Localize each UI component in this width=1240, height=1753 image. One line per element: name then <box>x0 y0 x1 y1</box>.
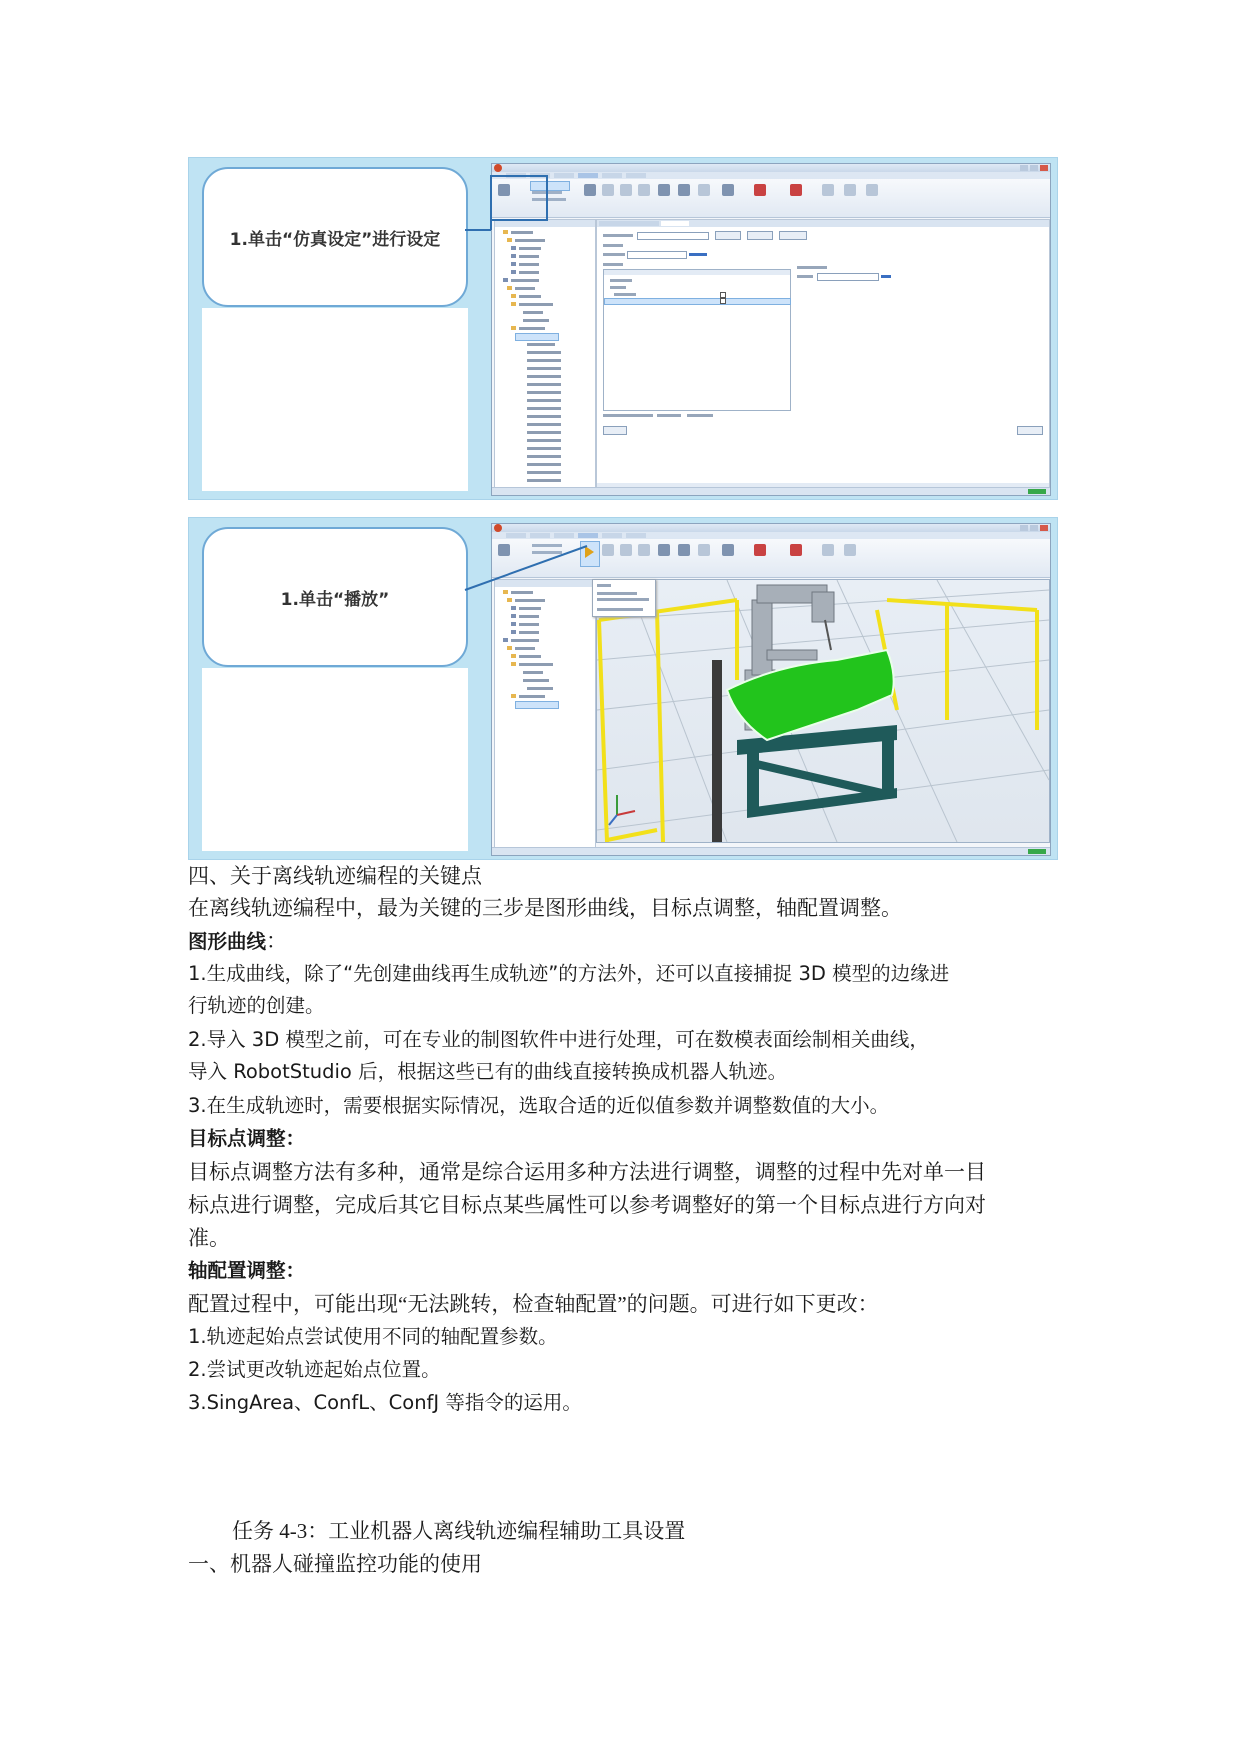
folder-icon <box>511 326 516 330</box>
view-record-icon[interactable] <box>866 184 878 196</box>
folder-icon <box>511 302 516 306</box>
tree-item[interactable] <box>527 423 561 426</box>
minimize-icon[interactable] <box>1020 525 1028 531</box>
callout-play <box>202 527 468 667</box>
window-titlebar <box>492 164 1050 172</box>
subheading-axis: 轴配置调整： <box>188 1259 306 1282</box>
robot-icon <box>511 614 516 618</box>
reset-icon[interactable] <box>638 184 650 196</box>
io-icon[interactable] <box>722 184 734 196</box>
status-bar <box>492 487 1050 495</box>
close-icon[interactable] <box>1040 525 1048 531</box>
play-tooltip <box>592 579 656 617</box>
collision-icon[interactable] <box>498 544 510 556</box>
tree-item[interactable] <box>515 647 535 650</box>
tree-item[interactable] <box>527 367 561 370</box>
folder-icon <box>511 294 516 298</box>
table-row[interactable] <box>614 293 636 296</box>
tree-item[interactable] <box>519 631 539 634</box>
tree-item[interactable] <box>527 359 561 362</box>
timer-icon[interactable] <box>678 184 690 196</box>
tree-item[interactable] <box>519 271 539 274</box>
panel-header <box>495 220 595 227</box>
controller-icon <box>503 638 508 642</box>
tree-item[interactable] <box>527 431 561 434</box>
ribbon-tab[interactable] <box>602 173 622 178</box>
collision-icon[interactable] <box>498 184 510 196</box>
list-item: 1.生成曲线，除了“先创建曲线再生成轨迹”的方法外，还可以直接捕捉 3D 模型的边缘进 <box>188 962 950 985</box>
document-tab-active[interactable] <box>661 221 689 226</box>
ribbon-tab[interactable] <box>554 173 574 178</box>
record-graphics-icon[interactable] <box>790 184 802 196</box>
tree-item[interactable] <box>523 319 549 322</box>
stop-record-icon[interactable] <box>822 184 834 196</box>
refresh-button[interactable] <box>603 426 627 435</box>
signal-analyzer-icon[interactable] <box>698 544 710 556</box>
ribbon-item[interactable] <box>532 198 566 201</box>
subheading-target: 目标点调整： <box>188 1127 306 1150</box>
field-label <box>797 266 827 269</box>
status-bar <box>492 847 1050 855</box>
stop-record-icon[interactable] <box>822 544 834 556</box>
tree-item[interactable] <box>519 615 539 618</box>
list-item: 3.SingArea、ConfL、ConfJ 等指令的运用。 <box>188 1391 582 1414</box>
tree-item[interactable] <box>523 671 543 674</box>
close-icon[interactable] <box>1040 165 1048 171</box>
paragraph: 在离线轨迹编程中，最为关键的三步是图形曲线，目标点调整，轴配置调整。 <box>188 896 902 920</box>
maximize-icon[interactable] <box>1030 525 1038 531</box>
rename-button[interactable] <box>779 231 807 240</box>
ribbon-tab[interactable] <box>626 533 646 538</box>
field-label <box>603 263 623 266</box>
ribbon-tab[interactable] <box>626 173 646 178</box>
edit-link[interactable] <box>881 275 891 278</box>
ribbon-tab[interactable] <box>530 533 550 538</box>
play-icon[interactable] <box>584 184 596 196</box>
list-item-continued: 行轨迹的创建。 <box>188 994 325 1017</box>
tree-item[interactable] <box>519 263 539 266</box>
ribbon-item[interactable] <box>532 544 562 547</box>
figure-simulation-setup <box>188 157 1058 500</box>
document-tab[interactable] <box>599 221 659 226</box>
tree-item[interactable] <box>527 479 561 482</box>
record-graphics-icon[interactable] <box>790 544 802 556</box>
tree-item[interactable] <box>527 471 561 474</box>
folder-icon <box>507 598 512 602</box>
task-title: 任务 4-3：工业机器人离线轨迹编程辅助工具设置 <box>232 1519 686 1543</box>
simulation-setup-document <box>596 219 1050 491</box>
field-label <box>603 244 623 247</box>
entry-point-dropdown[interactable] <box>817 273 879 281</box>
tree-item[interactable] <box>527 399 561 402</box>
folder-icon <box>507 238 512 242</box>
3d-viewport[interactable] <box>596 579 1050 843</box>
stop-icon[interactable] <box>620 544 632 556</box>
tooltip-help <box>597 608 643 611</box>
tree-item[interactable] <box>527 455 561 458</box>
close-button[interactable] <box>1017 426 1043 435</box>
monitor-icon[interactable] <box>658 184 670 196</box>
active-scene-dropdown[interactable] <box>637 232 709 240</box>
view-record-icon[interactable] <box>844 544 856 556</box>
timer-icon[interactable] <box>678 544 690 556</box>
tree-item[interactable] <box>511 639 539 642</box>
tooltip-title <box>597 584 611 587</box>
tree-item[interactable] <box>527 463 561 466</box>
list-item: 1.轨迹起始点尝试使用不同的轴配置参数。 <box>188 1325 558 1348</box>
simulation-setup-button[interactable] <box>530 181 570 191</box>
tree-item[interactable] <box>527 375 561 378</box>
callout-simulation-setup <box>202 167 468 307</box>
panel-header <box>495 580 595 587</box>
section-heading: 一、机器人碰撞监控功能的使用 <box>188 1552 482 1576</box>
stop-icon[interactable] <box>620 184 632 196</box>
controller-icon <box>503 278 508 282</box>
delete-button[interactable] <box>747 231 773 240</box>
io-icon[interactable] <box>722 544 734 556</box>
ribbon-tab[interactable] <box>506 533 526 538</box>
tree-item[interactable] <box>511 231 533 234</box>
ribbon-item[interactable] <box>532 191 562 194</box>
section-heading: 四、关于离线轨迹编程的关键点 <box>188 864 482 888</box>
table-header <box>604 270 790 275</box>
callout-blank-area <box>202 668 468 851</box>
list-item: 3.在生成轨迹时，需要根据实际情况，选取合适的近似值参数并调整数值的大小。 <box>188 1094 890 1117</box>
pause-icon[interactable] <box>602 544 614 556</box>
tree-item[interactable] <box>527 383 561 386</box>
tree-item[interactable] <box>527 343 555 346</box>
ribbon-item[interactable] <box>532 551 562 554</box>
ribbon-tabs <box>492 172 1050 179</box>
app-menu-icon[interactable] <box>494 164 502 172</box>
tree-item[interactable] <box>523 679 549 682</box>
folder-icon <box>511 654 516 658</box>
list-item: 2.导入 3D 模型之前，可在专业的制图软件中进行处理，可在数模表面绘制相关曲线， <box>188 1028 929 1051</box>
view-record-icon[interactable] <box>844 184 856 196</box>
robotstudio-window <box>491 523 1051 856</box>
tree-item[interactable] <box>511 279 539 282</box>
tree-item[interactable] <box>527 407 561 410</box>
figure-play-simulation <box>188 517 1058 860</box>
paragraph: 准。 <box>188 1226 230 1250</box>
tree-item[interactable] <box>527 415 561 418</box>
tree-item-selected-path[interactable] <box>515 701 559 709</box>
tree-item[interactable] <box>519 695 545 698</box>
ribbon-toolbar <box>492 539 1050 578</box>
record-icon[interactable] <box>754 544 766 556</box>
signal-analyzer-icon[interactable] <box>698 184 710 196</box>
reset-icon[interactable] <box>638 544 650 556</box>
tree-item[interactable] <box>519 255 539 258</box>
tree-item[interactable] <box>527 439 561 442</box>
field-label <box>603 253 625 256</box>
folder-icon <box>507 646 512 650</box>
radio-option[interactable] <box>657 414 681 417</box>
initial-state-dropdown[interactable] <box>627 251 687 259</box>
maximize-icon[interactable] <box>1030 165 1038 171</box>
robot-icon <box>511 254 516 258</box>
folder-icon <box>511 662 516 666</box>
manage-state-link[interactable] <box>689 253 707 256</box>
robot-cell-scene <box>597 580 1049 842</box>
robotstudio-window <box>491 163 1051 496</box>
tree-item[interactable] <box>527 447 561 450</box>
tree-item[interactable] <box>515 287 535 290</box>
ribbon-tab[interactable] <box>554 533 574 538</box>
tree-item[interactable] <box>527 351 561 354</box>
callout-text: 1.单击“仿真设定”进行设定 <box>229 229 441 250</box>
tree-item[interactable] <box>527 391 561 394</box>
callout-blank-area <box>202 308 468 491</box>
ribbon-tab-simulation[interactable] <box>578 533 598 538</box>
folder-icon <box>503 590 508 594</box>
ribbon-tab-simulation[interactable] <box>578 173 598 178</box>
ribbon-tab[interactable] <box>506 173 526 178</box>
robot-icon <box>511 622 516 626</box>
tree-item[interactable] <box>519 303 553 306</box>
document-tabs <box>597 220 1049 227</box>
radio-option[interactable] <box>687 414 713 417</box>
tree-item[interactable] <box>519 663 553 666</box>
robot-icon <box>511 630 516 634</box>
layout-tree-panel <box>494 219 596 491</box>
robot-icon <box>511 606 516 610</box>
subheading-curve <box>188 925 287 958</box>
add-button[interactable] <box>715 231 741 240</box>
list-item-continued: 导入 RobotStudio 后，根据这些已有的曲线直接转换成机器人轨迹。 <box>188 1060 788 1083</box>
checkbox[interactable] <box>720 298 726 304</box>
tree-item[interactable] <box>527 687 553 690</box>
paragraph: 目标点调整方法有多种，通常是综合运用多种方法进行调整，调整的过程中先对单一目 <box>188 1160 986 1184</box>
pause-icon[interactable] <box>602 184 614 196</box>
table-row-selected[interactable] <box>604 298 791 305</box>
table-row[interactable] <box>610 286 626 289</box>
tree-item[interactable] <box>519 655 541 658</box>
field-label <box>797 275 813 278</box>
ribbon-toolbar <box>492 179 1050 218</box>
tree-item[interactable] <box>519 607 541 610</box>
callout-text: 1.单击“播放” <box>280 589 390 610</box>
play-icon[interactable] <box>585 546 594 558</box>
tree-item-selected-path[interactable] <box>515 333 559 341</box>
folder-icon <box>507 286 512 290</box>
table-row[interactable] <box>610 279 632 282</box>
tree-item[interactable] <box>523 311 543 314</box>
tree-item[interactable] <box>519 327 545 330</box>
record-icon[interactable] <box>754 184 766 196</box>
field-label <box>603 414 653 417</box>
tree-item[interactable] <box>515 239 545 242</box>
tree-item[interactable] <box>519 247 541 250</box>
tree-item[interactable] <box>511 591 533 594</box>
tree-item[interactable] <box>515 599 545 602</box>
status-ok-badge <box>1028 489 1046 494</box>
tooltip-text <box>597 598 649 601</box>
layout-tree-panel <box>494 579 596 851</box>
monitor-icon[interactable] <box>658 544 670 556</box>
ribbon-tab[interactable] <box>602 533 622 538</box>
tree-item[interactable] <box>519 623 539 626</box>
robot-icon <box>511 262 516 266</box>
folder-icon <box>503 230 508 234</box>
list-item: 2.尝试更改轨迹起始点位置。 <box>188 1358 441 1381</box>
robot-icon <box>511 270 516 274</box>
tree-item[interactable] <box>519 295 541 298</box>
minimize-icon[interactable] <box>1020 165 1028 171</box>
field-label <box>603 234 633 237</box>
app-menu-icon[interactable] <box>494 524 502 532</box>
window-titlebar <box>492 524 1050 532</box>
subheading-text: 图形曲线 <box>188 930 267 953</box>
paragraph: 标点进行调整，完成后其它目标点某些属性可以参考调整好的第一个目标点进行方向对 <box>188 1193 986 1217</box>
robot-icon <box>511 246 516 250</box>
paragraph: 配置过程中，可能出现“无法跳转，检查轴配置”的问题。可进行如下更改： <box>188 1292 879 1316</box>
ribbon-tab[interactable] <box>530 173 550 178</box>
status-ok-badge <box>1028 849 1046 854</box>
folder-icon <box>511 694 516 698</box>
tooltip-text <box>597 592 637 595</box>
sim-objects-table <box>603 269 791 411</box>
ribbon-tabs <box>492 532 1050 539</box>
subheading-colon: ： <box>266 929 288 953</box>
